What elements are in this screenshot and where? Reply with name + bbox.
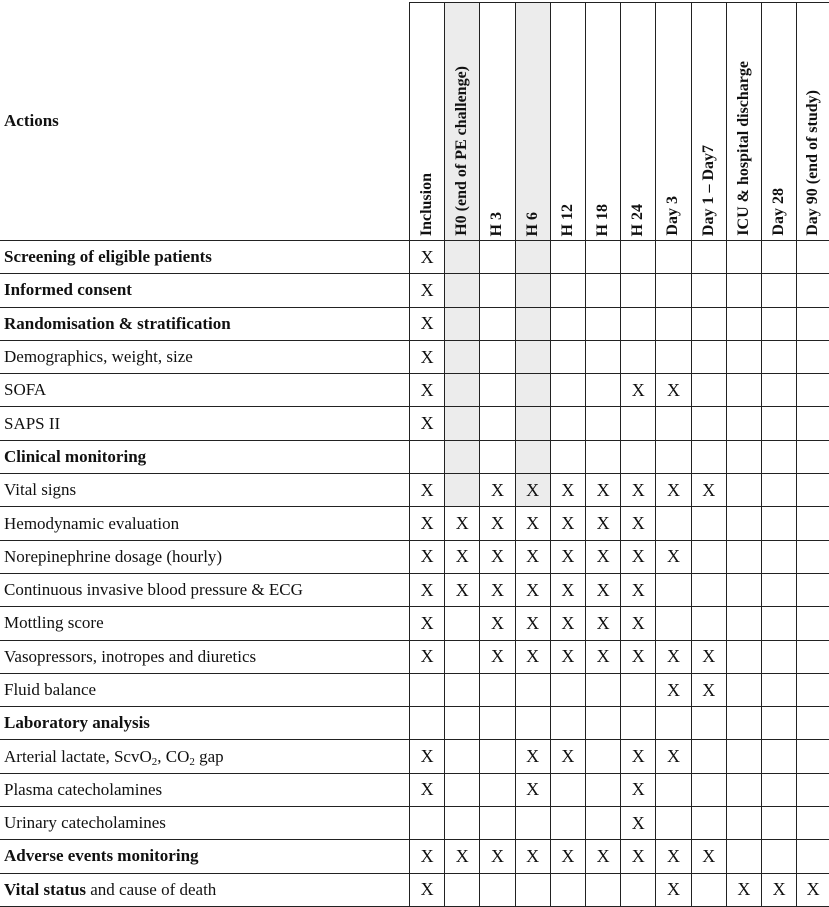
schedule-cell [585,673,620,706]
table-row [0,507,829,540]
schedule-cell [691,507,726,540]
schedule-cell: X [621,840,656,873]
schedule-cell: X [585,573,620,606]
schedule-cell: X [409,873,444,906]
action-label: Fluid balance [0,673,409,706]
schedule-cell: X [409,507,444,540]
schedule-cell [550,807,585,840]
schedule-cell [621,407,656,440]
schedule-cell [550,340,585,373]
schedule-cell [797,573,829,606]
schedule-cell: X [409,241,444,274]
schedule-cell [656,440,691,473]
schedule-cell [621,241,656,274]
schedule-cell [550,274,585,307]
schedule-cell [515,340,550,373]
schedule-cell: X [445,507,480,540]
schedule-cell: X [550,640,585,673]
schedule-cell [656,807,691,840]
timepoint-header: H 6 [515,3,550,241]
schedule-cell: X [515,573,550,606]
schedule-cell [480,740,515,773]
schedule-cell: X [409,274,444,307]
schedule-cell [762,640,797,673]
schedule-cell: X [409,307,444,340]
schedule-cell: X [550,840,585,873]
schedule-cell [656,707,691,740]
schedule-cell: X [409,840,444,873]
schedule-cell [726,241,761,274]
schedule-cell [797,607,829,640]
action-label: Hemodynamic evaluation [0,507,409,540]
schedule-cell [726,407,761,440]
table-row [0,340,829,373]
schedule-cell [762,374,797,407]
schedule-cell [797,707,829,740]
schedule-cell [445,673,480,706]
timepoint-header: ICU & hospital discharge [726,3,761,241]
schedule-cell [480,440,515,473]
schedule-cell: X [691,673,726,706]
action-label: Demographics, weight, size [0,340,409,373]
schedule-cell [726,607,761,640]
schedule-cell: X [656,474,691,507]
schedule-cell [445,707,480,740]
schedule-cell [550,873,585,906]
schedule-cell [762,840,797,873]
schedule-cell [445,807,480,840]
schedule-cell [480,873,515,906]
schedule-cell: X [409,540,444,573]
schedule-cell [515,307,550,340]
schedule-cell [445,773,480,806]
schedule-cell [409,440,444,473]
schedule-cell: X [550,740,585,773]
schedule-cell: X [409,407,444,440]
schedule-cell [515,241,550,274]
action-label: Continuous invasive blood pressure & ECG [0,573,409,606]
schedule-cell [480,241,515,274]
table-row [0,840,829,873]
timepoint-header: Day 1 – Day7 [691,3,726,241]
schedule-cell [691,573,726,606]
table-row [0,407,829,440]
schedule-cell [585,440,620,473]
schedule-cell: X [621,540,656,573]
table-row [0,773,829,806]
schedule-cell [797,340,829,373]
schedule-cell [797,740,829,773]
schedule-cell [797,307,829,340]
schedule-cell [550,374,585,407]
schedule-cell: X [656,840,691,873]
action-label: SAPS II [0,407,409,440]
schedule-cell [797,507,829,540]
action-label: Clinical monitoring [0,440,409,473]
schedule-cell [762,241,797,274]
schedule-cell [480,707,515,740]
schedule-cell [726,374,761,407]
schedule-cell [726,740,761,773]
timepoint-header: Day 3 [656,3,691,241]
schedule-cell [656,507,691,540]
schedule-cell [409,807,444,840]
schedule-cell: X [409,573,444,606]
schedule-cell [621,873,656,906]
schedule-cell [691,873,726,906]
schedule-cell [656,307,691,340]
schedule-cell [691,241,726,274]
action-label: Norepinephrine dosage (hourly) [0,540,409,573]
schedule-cell [656,607,691,640]
schedule-cell: X [445,573,480,606]
schedule-cell [691,274,726,307]
schedule-cell: X [656,540,691,573]
schedule-cell: X [445,540,480,573]
table-row [0,607,829,640]
schedule-cell [726,707,761,740]
schedule-cell [445,340,480,373]
action-label: Informed consent [0,274,409,307]
schedule-cell: X [515,740,550,773]
action-label: Adverse events monitoring [0,840,409,873]
actions-header: Actions [0,3,409,241]
schedule-cell [480,307,515,340]
schedule-cell [726,274,761,307]
schedule-cell: X [550,507,585,540]
schedule-cell: X [515,607,550,640]
schedule-cell: X [515,773,550,806]
schedule-cell [445,607,480,640]
schedule-cell [515,673,550,706]
schedule-cell [585,374,620,407]
schedule-cell: X [691,474,726,507]
schedule-cell [550,307,585,340]
schedule-cell: X [515,474,550,507]
schedule-cell: X [480,507,515,540]
schedule-cell: X [480,540,515,573]
schedule-cell [585,707,620,740]
schedule-cell [480,374,515,407]
schedule-cell [515,274,550,307]
schedule-cell [656,241,691,274]
schedule-cell: X [621,507,656,540]
schedule-cell [691,340,726,373]
schedule-cell: X [515,540,550,573]
schedule-cell: X [621,773,656,806]
schedule-cell: X [480,640,515,673]
schedule-cell [515,374,550,407]
schedule-cell [515,807,550,840]
schedule-cell [762,474,797,507]
schedule-cell [550,241,585,274]
schedule-cell: X [656,374,691,407]
schedule-cell: X [621,474,656,507]
table-row [0,740,829,773]
schedule-cell [797,274,829,307]
schedule-cell [445,307,480,340]
schedule-cell [762,740,797,773]
schedule-cell [621,440,656,473]
action-label: Laboratory analysis [0,707,409,740]
schedule-cell: X [726,873,761,906]
schedule-cell [585,407,620,440]
schedule-cell [585,241,620,274]
table-row [0,241,829,274]
schedule-cell [480,274,515,307]
schedule-cell: X [656,873,691,906]
schedule-cell [726,440,761,473]
schedule-cell [762,707,797,740]
table-row [0,474,829,507]
schedule-cell [797,241,829,274]
schedule-table [0,2,829,907]
schedule-cell [656,773,691,806]
schedule-cell [726,474,761,507]
schedule-cell: X [409,773,444,806]
schedule-cell [515,407,550,440]
action-label: Randomisation & stratification [0,307,409,340]
schedule-cell [480,340,515,373]
table-row [0,374,829,407]
timepoint-header: Inclusion [409,3,444,241]
schedule-cell: X [762,873,797,906]
schedule-cell [445,440,480,473]
schedule-cell [691,807,726,840]
schedule-cell [797,773,829,806]
action-label: Arterial lactate, ScvO$_2$, $CO_2$ gap [0,740,409,773]
schedule-cell [550,773,585,806]
schedule-cell [515,440,550,473]
table-row [0,307,829,340]
schedule-cell [797,407,829,440]
schedule-cell: X [480,573,515,606]
schedule-cell [480,773,515,806]
schedule-cell: X [445,840,480,873]
schedule-cell: X [656,740,691,773]
schedule-cell [656,274,691,307]
schedule-cell [762,340,797,373]
schedule-cell [585,873,620,906]
schedule-cell: X [585,840,620,873]
schedule-cell: X [656,640,691,673]
schedule-cell: X [480,474,515,507]
schedule-cell [515,873,550,906]
timepoint-header: Day 28 [762,3,797,241]
schedule-cell [585,340,620,373]
schedule-cell [409,673,444,706]
schedule-cell [550,407,585,440]
schedule-cell [797,374,829,407]
schedule-cell [726,307,761,340]
schedule-cell: X [621,374,656,407]
schedule-cell [762,440,797,473]
schedule-cell [797,474,829,507]
schedule-cell [515,707,550,740]
schedule-cell [797,540,829,573]
schedule-cell [726,640,761,673]
timepoint-header: Day 90 (end of study) [797,3,829,241]
schedule-cell: X [409,374,444,407]
table-row [0,873,829,906]
schedule-cell [550,440,585,473]
schedule-cell: X [409,340,444,373]
schedule-cell [797,807,829,840]
schedule-cell [691,540,726,573]
schedule-cell [621,340,656,373]
schedule-cell [656,407,691,440]
schedule-cell: X [585,607,620,640]
schedule-cell [762,274,797,307]
schedule-cell: X [515,840,550,873]
schedule-cell [691,607,726,640]
schedule-cell: X [550,607,585,640]
action-label: SOFA [0,374,409,407]
schedule-cell [691,407,726,440]
schedule-cell [762,540,797,573]
schedule-cell [445,274,480,307]
schedule-cell [445,407,480,440]
schedule-cell [691,307,726,340]
schedule-cell [762,407,797,440]
schedule-cell [480,673,515,706]
table-row [0,573,829,606]
schedule-cell [762,773,797,806]
schedule-cell [797,640,829,673]
schedule-cell: X [621,573,656,606]
schedule-cell: X [585,507,620,540]
schedule-cell: X [621,740,656,773]
action-label: Vital signs [0,474,409,507]
action-label: Plasma catecholamines [0,773,409,806]
timepoint-header: H 12 [550,3,585,241]
schedule-cell [621,707,656,740]
schedule-cell [445,740,480,773]
schedule-cell [445,374,480,407]
schedule-cell [691,374,726,407]
action-label: Mottling score [0,607,409,640]
schedule-cell [726,807,761,840]
schedule-cell: X [480,840,515,873]
table-row [0,640,829,673]
schedule-cell: X [480,607,515,640]
schedule-cell: X [550,540,585,573]
schedule-cell [691,740,726,773]
schedule-cell [621,274,656,307]
schedule-cell [409,707,444,740]
schedule-cell [762,573,797,606]
schedule-cell [550,707,585,740]
schedule-cell: X [409,474,444,507]
schedule-cell: X [409,607,444,640]
schedule-cell [691,440,726,473]
schedule-cell [726,773,761,806]
timepoint-header: H 18 [585,3,620,241]
schedule-cell [726,340,761,373]
schedule-cell: X [550,474,585,507]
table-row [0,540,829,573]
action-label: Urinary catecholamines [0,807,409,840]
schedule-cell [726,673,761,706]
schedule-cell: X [585,640,620,673]
schedule-cell [656,340,691,373]
schedule-cell [762,807,797,840]
schedule-cell: X [621,607,656,640]
schedule-cell [480,407,515,440]
schedule-cell: X [550,573,585,606]
schedule-cell [445,873,480,906]
table-row [0,707,829,740]
schedule-cell [550,673,585,706]
schedule-cell: X [585,540,620,573]
schedule-cell [762,673,797,706]
schedule-cell [445,640,480,673]
timepoint-header: H0 (end of PE challenge) [445,3,480,241]
schedule-cell [797,440,829,473]
schedule-cell [621,673,656,706]
action-label: Screening of eligible patients [0,241,409,274]
table-row [0,673,829,706]
table-row [0,274,829,307]
schedule-cell: X [585,474,620,507]
header-row [0,3,829,241]
schedule-cell: X [621,640,656,673]
schedule-cell [656,573,691,606]
schedule-cell [585,307,620,340]
schedule-cell [585,773,620,806]
schedule-cell [585,274,620,307]
schedule-cell [480,807,515,840]
schedule-cell [585,740,620,773]
timepoint-header: H 24 [621,3,656,241]
schedule-cell [797,840,829,873]
schedule-cell: X [691,640,726,673]
schedule-cell [585,807,620,840]
schedule-cell [691,707,726,740]
schedule-cell [445,241,480,274]
schedule-cell [797,673,829,706]
table-row [0,440,829,473]
schedule-cell: X [691,840,726,873]
schedule-cell: X [515,640,550,673]
schedule-cell [691,773,726,806]
table-row [0,807,829,840]
schedule-cell [726,573,761,606]
schedule-cell: X [656,673,691,706]
schedule-cell [762,507,797,540]
action-label: Vasopressors, inotropes and diuretics [0,640,409,673]
schedule-cell [726,540,761,573]
schedule-cell: X [621,807,656,840]
schedule-cell: X [409,740,444,773]
schedule-cell: X [515,507,550,540]
schedule-cell [726,840,761,873]
schedule-cell: X [409,640,444,673]
schedule-cell [762,307,797,340]
schedule-cell [726,507,761,540]
schedule-cell [621,307,656,340]
schedule-cell [762,607,797,640]
schedule-cell: X [797,873,829,906]
action-label: Vital status and cause of death [0,873,409,906]
schedule-cell [445,474,480,507]
timepoint-header: H 3 [480,3,515,241]
